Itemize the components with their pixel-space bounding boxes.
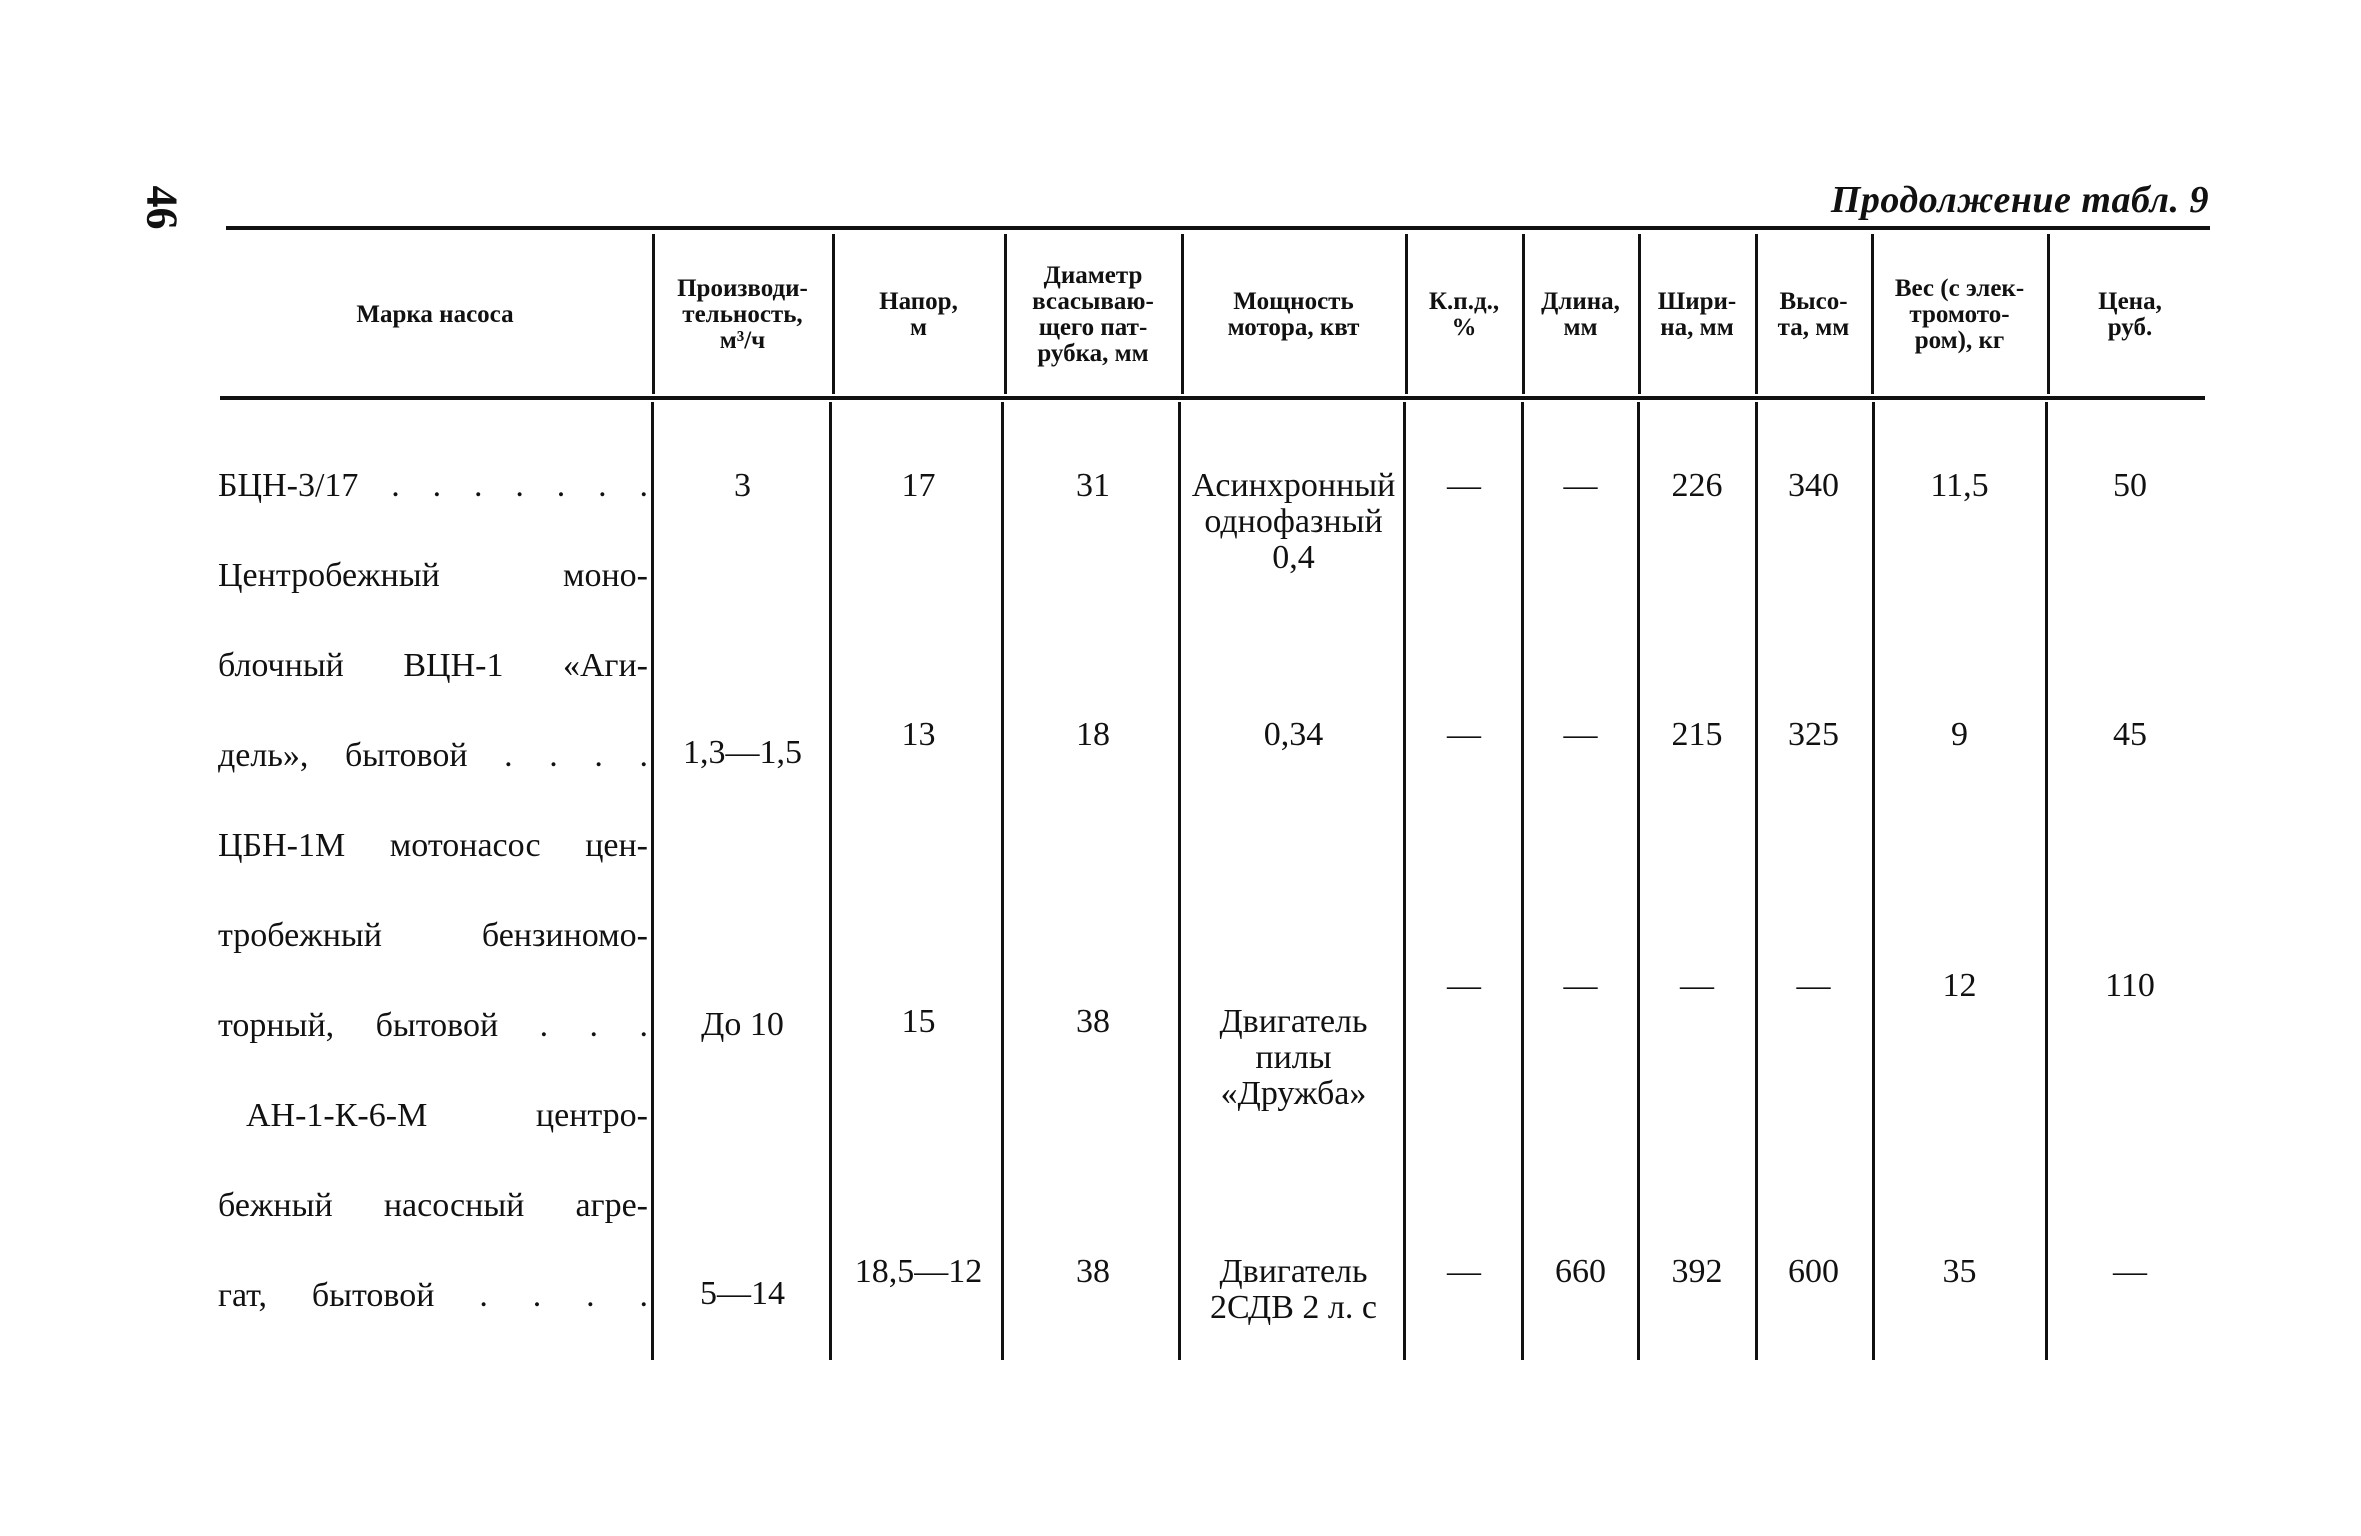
header-width: Шири- на, мм (1657, 288, 1737, 341)
body-divider (1178, 402, 1181, 1360)
row1-height: 340 (1788, 467, 1839, 504)
header-capacity: Производи- тельность, м³/ч (677, 275, 808, 354)
row3-head: 15 (901, 1003, 936, 1040)
row1-capacity: 3 (734, 467, 751, 504)
row2-efficiency: — (1447, 716, 1481, 753)
header-motor-power: Мощность мотора, квт (1227, 288, 1360, 341)
row3-diameter: 38 (1076, 1003, 1110, 1040)
pump-name-line: ЦБН-1М мотонасос цен- (218, 827, 648, 864)
row4-length: 660 (1555, 1253, 1606, 1290)
row4-capacity: 5—14 (700, 1275, 785, 1312)
row2-head: 13 (901, 716, 936, 753)
row4-diameter: 38 (1076, 1253, 1110, 1290)
row3-capacity: До 10 (701, 1006, 784, 1043)
row1-head: 17 (901, 467, 936, 504)
row3-power: Двигатель пилы «Дружба» (1219, 1003, 1368, 1112)
row1-power: Асинхронный однофазный 0,4 (1191, 467, 1396, 576)
row4-head: 18,5—12 (854, 1253, 983, 1290)
row3-width: — (1680, 967, 1714, 1004)
row3-price: 110 (2105, 967, 2155, 1004)
row2-height: 325 (1788, 716, 1839, 753)
table-continuation-caption: Продолжение табл. 9 (1830, 179, 2209, 221)
header-height: Высо- та, мм (1777, 288, 1850, 341)
row4-efficiency: — (1447, 1253, 1481, 1290)
row4-weight: 35 (1942, 1253, 1977, 1290)
body-divider (829, 402, 832, 1360)
pump-name-line: гат, бытовой . . . . (218, 1277, 648, 1314)
pump-name-line: тробежный бензиномо- (218, 917, 648, 954)
body-divider (1637, 402, 1640, 1360)
body-divider (651, 402, 654, 1360)
header-length: Длина, мм (1541, 288, 1620, 341)
pump-name-line: бежный насосный агре- (218, 1187, 648, 1224)
pump-name-line: Центробежный моно- (218, 557, 648, 594)
row2-capacity: 1,3—1,5 (683, 734, 802, 771)
row1-width: 226 (1671, 467, 1723, 504)
row3-length: — (1563, 967, 1598, 1004)
header-suction-diameter: Диаметр всасываю- щего пат- рубка, мм (1032, 262, 1154, 367)
pump-name-line: АН-1-К-6-М центро- (246, 1097, 648, 1134)
page-number: 46 (137, 185, 187, 230)
body-divider (1001, 402, 1004, 1360)
header-efficiency: К.п.д., % (1428, 288, 1500, 341)
pump-name-line: БЦН-3/17 . . . . . . . (218, 467, 648, 504)
row1-length: — (1563, 467, 1598, 504)
row2-price: 45 (2113, 716, 2147, 753)
pump-name-line: дель», бытовой . . . . (218, 737, 648, 774)
table-top-rule (226, 226, 2210, 230)
row1-price: 50 (2113, 467, 2147, 504)
row2-weight: 9 (1951, 716, 1968, 753)
body-divider (1521, 402, 1524, 1360)
row4-power: Двигатель 2СДВ 2 л. с (1210, 1253, 1377, 1326)
row4-price: — (2113, 1253, 2147, 1290)
row4-height: 600 (1788, 1253, 1839, 1290)
body-divider (2045, 402, 2048, 1360)
header-pump-brand: Марка насоса (356, 301, 514, 328)
header-price: Цена, руб. (2098, 288, 2162, 341)
pump-name-line: торный, бытовой . . . (218, 1007, 648, 1044)
row1-diameter: 31 (1076, 467, 1110, 504)
row3-height: — (1796, 967, 1831, 1004)
header-weight: Вес (с элек- тромото- ром), кг (1894, 275, 2025, 354)
row2-length: — (1563, 716, 1598, 753)
row3-weight: 12 (1942, 967, 1977, 1004)
pump-name-line: блочный ВЦН-1 «Аги- (218, 647, 648, 684)
header-head: Напор, м (879, 288, 958, 341)
row4-width: 392 (1671, 1253, 1723, 1290)
row2-power: 0,34 (1263, 716, 1324, 753)
row1-weight: 11,5 (1930, 467, 1989, 504)
body-divider (1755, 402, 1758, 1360)
header-bottom-rule (220, 396, 2205, 400)
body-divider (1403, 402, 1406, 1360)
row3-efficiency: — (1447, 967, 1481, 1004)
row2-diameter: 18 (1076, 716, 1110, 753)
row1-efficiency: — (1447, 467, 1481, 504)
row2-width: 215 (1671, 716, 1723, 753)
body-divider (1872, 402, 1875, 1360)
